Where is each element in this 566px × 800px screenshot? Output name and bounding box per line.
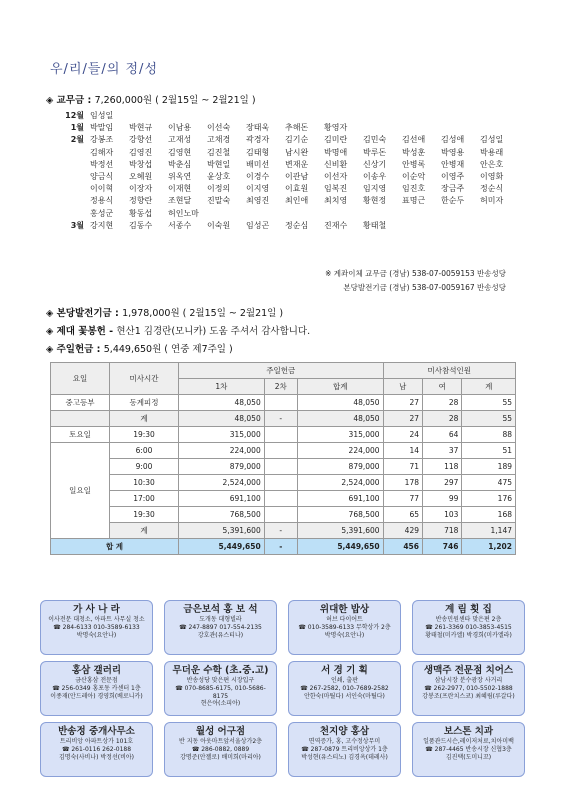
ad-line: 트리비앙 아파트상가 101호	[59, 738, 134, 745]
donor-name: 박창섭	[129, 159, 153, 169]
cell-male: 24	[383, 427, 422, 443]
ad-phone: ☎ 256-0349 홍포동 카센터 1층	[52, 684, 141, 692]
donor-name: 표명근	[402, 196, 426, 206]
cell-first: 768,500	[179, 507, 265, 523]
cell-female: 718	[423, 523, 462, 539]
ad-line: 금산홍삼 전문점	[75, 677, 118, 684]
donor-name: 박현규	[129, 123, 153, 133]
cell-second	[264, 443, 297, 459]
donor-name: 김성애	[441, 135, 465, 145]
ad-line: 삼남시장 분수광장 사거리	[434, 677, 503, 684]
ad-owner: 박성현(유스티노) 김경옥(데레사)	[301, 753, 388, 761]
table-row	[51, 459, 516, 475]
donor-name: 박말임	[90, 123, 114, 133]
tithe-row	[60, 110, 519, 122]
ad-owner: 박명숙(요안나)	[76, 631, 117, 639]
donor-name: 김진철	[207, 147, 231, 157]
donor-name: 안은호	[480, 159, 504, 169]
cell-time: 17:00	[110, 491, 179, 507]
ad-owner: 김진택(도미니꼬)	[445, 753, 492, 761]
tithe-label: ◈ 교무금 :	[46, 95, 92, 106]
donor-name: 강봉조	[90, 135, 114, 145]
offering-table	[50, 362, 516, 555]
donor-name: 이장자	[129, 184, 153, 194]
donor-name: 고재성	[168, 135, 192, 145]
ad-card	[412, 600, 525, 655]
cell-male: 71	[383, 459, 422, 475]
cell-second	[264, 491, 297, 507]
ad-name: 금은보석 홍 보 석	[183, 604, 258, 615]
flowers-label: ◈ 제대 꽃봉헌 -	[46, 326, 114, 337]
donor-name: 박현일	[207, 159, 231, 169]
cell-sum: 48,050	[297, 411, 383, 427]
ad-name: 반송정 중개사무소	[58, 726, 135, 737]
col-total: 계	[462, 379, 516, 395]
cell-first: 315,000	[179, 427, 265, 443]
cell-sum: 48,050	[297, 395, 383, 411]
cell-male: 27	[383, 411, 422, 427]
tithe-month: 3월	[70, 220, 84, 230]
donor-name: 김선애	[402, 135, 426, 145]
table-row	[51, 395, 516, 411]
donor-name: 이순악	[402, 172, 426, 182]
col-attendance: 미사참석인원	[383, 363, 515, 379]
cell-male: 27	[383, 395, 422, 411]
cell-day: 일요일	[51, 443, 110, 539]
tithe-month	[60, 195, 84, 207]
ad-phone: ☎ 247-8897 017-554-2135	[179, 623, 262, 631]
page-title: 우/리/들/의 정/성	[50, 62, 158, 77]
donor-name: 진말숙	[207, 196, 231, 206]
sunday-offering-heading	[46, 341, 233, 355]
ad-line: 반송성당 맞은편 시장입구	[186, 677, 255, 684]
ad-phone: ☎ 287-0879 트리비앙상가 1층	[301, 745, 388, 753]
donor-name: 이남용	[168, 123, 192, 133]
donor-name: 조현달	[168, 196, 192, 206]
tithe-row	[60, 147, 519, 159]
ad-line: 이사전문 대청소, 아파트 사무실 청소	[48, 616, 145, 623]
donor-name: 이영주	[441, 172, 465, 182]
tithe-row	[60, 171, 519, 183]
donor-name: 임진호	[402, 184, 426, 194]
donor-name: 임성일	[90, 111, 114, 120]
donor-name: 서종수	[168, 220, 192, 230]
donor-name: 김해자	[90, 147, 114, 157]
ad-line: 도개동 대형빌라	[199, 616, 242, 623]
ad-phone: ☎ 261-3369 010-3853-4515	[425, 623, 512, 631]
ad-line: 면역증가, 홍, 고수정상무미	[308, 738, 381, 745]
ad-phone: ☎ 070-8685-6175, 010-5686-8175	[175, 684, 266, 700]
tithe-value: 7,260,000원 ( 2월15일 ~ 2월21일 )	[94, 95, 256, 106]
table-row	[51, 539, 516, 555]
sunday-offering-label: ◈ 주일헌금 :	[46, 344, 101, 355]
ad-line: 반송민원센타 맞은편 2층	[435, 616, 502, 623]
col-day: 요일	[51, 363, 110, 395]
cell-day: 토요일	[51, 427, 110, 443]
cell-day	[51, 411, 110, 427]
ad-phone: ☎ 286-0882, 0889	[191, 745, 250, 753]
ad-card	[412, 722, 525, 777]
donor-name: 박성훈	[402, 147, 426, 157]
cell-second: -	[264, 523, 297, 539]
donor-name: 김영진	[129, 147, 153, 157]
donor-name: 이재현	[168, 184, 192, 194]
tithe-row	[60, 183, 519, 195]
donor-name: 김기순	[285, 135, 309, 145]
advertisement-grid	[40, 600, 526, 777]
donor-name: 안병록	[402, 159, 426, 169]
flowers-value: 현산1 김경란(모니카) 도움 주셔서 감사합니다.	[116, 326, 311, 337]
donor-name: 황태철	[363, 220, 387, 230]
tithe-month: 1월	[70, 123, 84, 133]
cell-female: 99	[423, 491, 462, 507]
ad-card	[288, 722, 401, 777]
donor-name: 오혜원	[129, 172, 153, 182]
cell-sum: 5,449,650	[297, 539, 383, 555]
cell-male: 429	[383, 523, 422, 539]
donor-name: 허미자	[480, 196, 504, 206]
donor-name: 남시완	[285, 147, 309, 157]
dev-fund-heading	[46, 305, 283, 319]
donor-name: 한순두	[441, 196, 465, 206]
tithe-row	[60, 122, 519, 134]
table-row	[51, 411, 516, 427]
table-row	[51, 523, 516, 539]
donor-name: 황영자	[324, 123, 348, 133]
donor-name: 박용래	[480, 147, 504, 157]
col-time: 미사시간	[110, 363, 179, 395]
tithe-row	[60, 195, 519, 207]
donor-name: 장금주	[441, 184, 465, 194]
ad-phone: ☎ 287-4465 반송시장 신협3층	[425, 745, 512, 753]
donor-name: 양금식	[90, 172, 114, 182]
cell-time: 계	[110, 411, 179, 427]
ad-card	[164, 661, 277, 716]
col-second: 2차	[264, 379, 297, 395]
cell-total: 1,147	[462, 523, 516, 539]
account-line-1: ※ 계좌이체 교무금 (경남) 538-07-0059153 반송성당	[325, 269, 506, 278]
col-offering: 주일헌금	[179, 363, 384, 379]
tithe-month	[60, 171, 84, 183]
donor-name: 임복진	[324, 184, 348, 194]
ad-card	[288, 600, 401, 655]
sunday-offering-value: 5,449,650원 ( 연중 제7주일 )	[103, 344, 233, 355]
ad-name: 월성 어구점	[195, 726, 246, 737]
donor-name: 박루돈	[363, 147, 387, 157]
cell-total: 88	[462, 427, 516, 443]
donor-name: 이선자	[324, 172, 348, 182]
donor-name: 정순식	[480, 184, 504, 194]
tithe-row	[60, 208, 519, 220]
col-male: 남	[383, 379, 422, 395]
donor-name: 이지영	[246, 184, 270, 194]
col-first: 1차	[179, 379, 265, 395]
cell-second	[264, 395, 297, 411]
cell-time: 6:00	[110, 443, 179, 459]
table-row	[51, 443, 516, 459]
donor-name: 최인애	[285, 196, 309, 206]
cell-second: -	[264, 539, 297, 555]
donor-name: 김영현	[168, 147, 192, 157]
cell-male: 77	[383, 491, 422, 507]
donor-name: 이효원	[285, 184, 309, 194]
cell-first: 879,000	[179, 459, 265, 475]
donor-name: 이관남	[285, 172, 309, 182]
cell-second	[264, 475, 297, 491]
cell-male: 178	[383, 475, 422, 491]
tithe-heading	[46, 92, 256, 106]
ad-name: 생맥주 전문점 치어스	[423, 665, 514, 676]
donor-name: 배미선	[246, 159, 270, 169]
donor-name: 최영진	[246, 196, 270, 206]
cell-time: 19:30	[110, 427, 179, 443]
cell-sum: 315,000	[297, 427, 383, 443]
cell-male: 456	[383, 539, 422, 555]
cell-female: 64	[423, 427, 462, 443]
cell-female: 118	[423, 459, 462, 475]
ad-name: 위대한 밥상	[319, 604, 370, 615]
ad-owner: 안한숙(마틸다) 서인숙(마틸다)	[304, 692, 385, 700]
cell-first: 5,391,600	[179, 523, 265, 539]
cell-first: 48,050	[179, 411, 265, 427]
cell-total: 55	[462, 411, 516, 427]
table-row	[51, 475, 516, 491]
cell-sum: 224,000	[297, 443, 383, 459]
donor-name: 이경수	[246, 172, 270, 182]
ad-owner: 현은아(소피아)	[200, 700, 241, 708]
donor-name: 진재수	[324, 220, 348, 230]
tithe-month	[60, 183, 84, 195]
ad-line: 인쇄, 출판	[331, 677, 358, 684]
cell-second	[264, 427, 297, 443]
donor-name: 김민숙	[363, 135, 387, 145]
donor-name: 박춘심	[168, 159, 192, 169]
ad-card	[40, 722, 153, 777]
cell-total: 189	[462, 459, 516, 475]
cell-first: 691,100	[179, 491, 265, 507]
donor-name: 신비환	[324, 159, 348, 169]
donor-name: 이숙원	[207, 220, 231, 230]
cell-total: 1,202	[462, 539, 516, 555]
account-line-2: 본당발전기금 (경남) 538-07-0059167 반송성당	[343, 283, 506, 292]
donor-name: 박정선	[90, 159, 114, 169]
donor-name: 변재운	[285, 159, 309, 169]
donor-name: 곽경자	[246, 135, 270, 145]
flowers-heading	[46, 323, 310, 337]
table-row	[51, 427, 516, 443]
donor-name: 정용식	[90, 196, 114, 206]
tithe-month	[60, 208, 84, 220]
donor-name: 홍성군	[90, 208, 114, 218]
cell-day: 중고등부	[51, 395, 110, 411]
donor-name: 박명애	[324, 147, 348, 157]
donor-name: 강지현	[90, 220, 114, 230]
donor-name: 황동섭	[129, 208, 153, 218]
donor-name: 김성일	[480, 135, 504, 145]
ad-phone: ☎ 262-2977, 010-5502-1888	[424, 684, 513, 692]
tithe-month: 2월	[70, 135, 84, 145]
ad-name: 계 림 횟 집	[445, 604, 492, 615]
donor-name: 김태형	[246, 147, 270, 157]
cell-time: 계	[110, 523, 179, 539]
cell-sum: 768,500	[297, 507, 383, 523]
cell-female: 103	[423, 507, 462, 523]
donor-name: 김미란	[324, 135, 348, 145]
donor-name: 위옥연	[168, 172, 192, 182]
table-row	[51, 507, 516, 523]
donor-name: 임성곤	[246, 220, 270, 230]
cell-total: 51	[462, 443, 516, 459]
ad-card	[40, 661, 153, 716]
donor-name: 정순심	[285, 220, 309, 230]
ad-phone: ☎ 261-0116 262-0188	[61, 745, 132, 753]
ad-owner: 강봉조(프란치스코) 최혜림(루갈다)	[422, 692, 515, 700]
ad-owner: 강호관(유스티나)	[197, 631, 244, 639]
tithe-row	[60, 220, 519, 232]
cell-female: 746	[423, 539, 462, 555]
cell-male: 65	[383, 507, 422, 523]
ad-name: 서 경 기 획	[321, 665, 368, 676]
cell-sum: 879,000	[297, 459, 383, 475]
ad-card	[288, 661, 401, 716]
cell-time: 동계피정	[110, 395, 179, 411]
tithe-row	[60, 159, 519, 171]
donor-name: 이선숙	[207, 123, 231, 133]
donor-name: 장태욱	[246, 123, 270, 133]
cell-total: 475	[462, 475, 516, 491]
cell-first: 224,000	[179, 443, 265, 459]
cell-sum: 2,524,000	[297, 475, 383, 491]
tithe-month	[60, 159, 84, 171]
ad-line: 반 지동 아웃마트앞서울상가2층	[179, 738, 262, 745]
donor-name: 강향선	[129, 135, 153, 145]
donor-name: 허인노마	[168, 208, 199, 218]
cell-second	[264, 459, 297, 475]
tithe-month: 12월	[65, 111, 84, 120]
ad-name: 가 사 나 라	[73, 604, 120, 615]
tithe-month	[60, 147, 84, 159]
ad-name: 홍삼 갤러리	[71, 665, 122, 676]
donor-name: 박영용	[441, 147, 465, 157]
ad-phone: ☎ 267-2582, 010-7689-2582	[300, 684, 389, 692]
cell-male: 14	[383, 443, 422, 459]
col-sum: 합계	[297, 379, 383, 395]
cell-sum: 691,100	[297, 491, 383, 507]
ad-card	[40, 600, 153, 655]
donor-name: 이이혁	[90, 184, 114, 194]
table-row	[51, 491, 516, 507]
cell-second	[264, 507, 297, 523]
donor-name: 추해돈	[285, 123, 309, 133]
ad-owner: 이종재(안드레아) 경영희(베로니카)	[50, 692, 143, 700]
ad-line: 허브 다이어트	[326, 616, 363, 623]
cell-female: 37	[423, 443, 462, 459]
ad-card	[412, 661, 525, 716]
ad-name: 보스톤 치과	[443, 726, 494, 737]
ad-owner: 김명숙(사비나) 박정선(비아)	[58, 753, 135, 761]
ad-phone: ☎ 010-3589-6133 무학상가 2층	[298, 623, 391, 631]
cell-first: 5,449,650	[179, 539, 265, 555]
cell-sum: 5,391,600	[297, 523, 383, 539]
ad-owner: 강명준(안젤로) 배미희(마리아)	[180, 753, 261, 761]
cell-female: 28	[423, 411, 462, 427]
cell-total: 55	[462, 395, 516, 411]
donor-name: 윤상호	[207, 172, 231, 182]
ad-card	[164, 600, 277, 655]
cell-second: -	[264, 411, 297, 427]
donor-name: 최치영	[324, 196, 348, 206]
col-female: 여	[423, 379, 462, 395]
ad-card	[164, 722, 277, 777]
ad-owner: 박명숙(요안나)	[324, 631, 365, 639]
cell-first: 48,050	[179, 395, 265, 411]
ad-owner: 황태철(미카엘) 박경희(미카엘라)	[425, 631, 512, 639]
donor-name: 신상기	[363, 159, 387, 169]
cell-time: 9:00	[110, 459, 179, 475]
cell-time: 10:30	[110, 475, 179, 491]
donor-name: 고채경	[207, 135, 231, 145]
donor-name: 안병재	[441, 159, 465, 169]
cell-female: 28	[423, 395, 462, 411]
dev-fund-value: 1,978,000원 ( 2월15일 ~ 2월21일 )	[122, 308, 284, 319]
cell-total: 176	[462, 491, 516, 507]
dev-fund-label: ◈ 본당발전기금 :	[46, 308, 119, 319]
donor-name: 임지영	[363, 184, 387, 194]
ad-name: 무더운 수학 (초.중.고)	[172, 665, 269, 676]
donor-name: 황현정	[363, 196, 387, 206]
tithe-name-list	[60, 110, 519, 232]
donor-name: 정향란	[129, 196, 153, 206]
donor-name: 이영화	[480, 172, 504, 182]
donor-name: 김동수	[129, 220, 153, 230]
donor-name: 이정의	[207, 184, 231, 194]
cell-first: 2,524,000	[179, 475, 265, 491]
donor-name: 이송우	[363, 172, 387, 182]
cell-female: 297	[423, 475, 462, 491]
cell-total: 168	[462, 507, 516, 523]
ad-phone: ☎ 284-6133 010-3589-6133	[53, 623, 140, 631]
cell-time: 19:30	[110, 507, 179, 523]
ad-line: 일품관드시슨,레이저처료,치아미백	[423, 738, 514, 745]
cell-day: 합 계	[51, 539, 179, 555]
tithe-row	[60, 134, 519, 146]
ad-name: 천지양 홍삼	[319, 726, 370, 737]
